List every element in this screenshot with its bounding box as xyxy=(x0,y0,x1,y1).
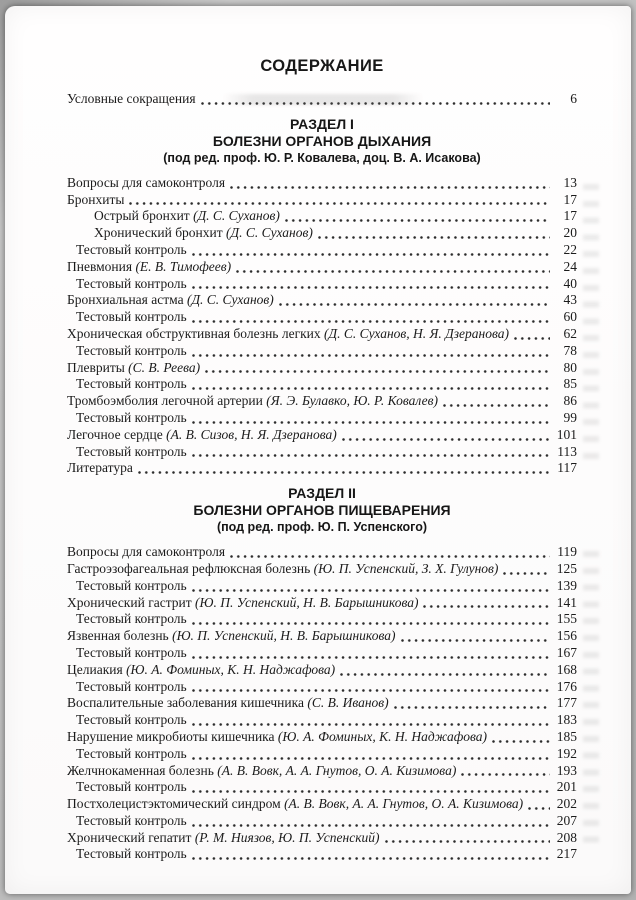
toc-entry xyxy=(67,746,577,763)
toc-entry-page: 17 xyxy=(563,191,577,207)
toc-entry-label: Воспалительные заболевания кишечника (С. В. Иванов) xyxy=(67,695,389,711)
toc-entry-label: Тестовый контроль xyxy=(76,275,187,291)
toc-entry-authors: (Я. Э. Булавко, Ю. Р. Ковалев) xyxy=(266,393,438,409)
toc-entry-page: 99 xyxy=(563,409,577,425)
toc-entry-page: 119 xyxy=(557,544,577,560)
toc-sections xyxy=(67,116,577,863)
dot-leader xyxy=(230,186,550,189)
dot-leader xyxy=(461,773,550,776)
toc-entry-page: 85 xyxy=(563,376,577,392)
dot-leader xyxy=(192,622,550,625)
toc-entry-page: 141 xyxy=(556,594,577,610)
toc-entry xyxy=(67,427,577,444)
toc-entry xyxy=(67,544,577,561)
toc-entry-page: 139 xyxy=(556,577,577,593)
toc-entry-label: Постхолецистэктомический синдром (А. В. Вовк, А. А. Гнутов, О. А. Кизимова) xyxy=(67,796,524,812)
toc-entry xyxy=(67,292,577,309)
toc-entry-label: Язвенная болезнь (Ю. П. Успенский, Н. В. Барышникова) xyxy=(67,628,396,644)
toc-entry-page: 207 xyxy=(556,812,577,828)
dot-leader xyxy=(129,202,550,205)
toc-entry-label: Тестовый контроль xyxy=(76,611,187,627)
toc-entry-label: Хронический гастрит (Ю. П. Успенский, Н. В. Барышникова) xyxy=(67,594,419,610)
toc-entry-page: 101 xyxy=(556,426,577,442)
toc-entry-page: 6 xyxy=(570,91,577,106)
toc-entry-page: 22 xyxy=(563,241,577,257)
dot-leader xyxy=(192,320,550,323)
toc-entry-page: 80 xyxy=(563,359,577,375)
dot-leader xyxy=(342,438,550,441)
toc-entry-authors: (А. В. Сизов, Н. Я. Дзеранова) xyxy=(166,426,337,442)
toc-entry xyxy=(67,578,577,595)
toc-entry-authors: (Ю. А. Фоминых, К. Н. Наджафова) xyxy=(126,661,336,677)
toc-entry-label: Пневмония (Е. В. Тимофеев) xyxy=(67,258,232,274)
page-title: СОДЕРЖАНИЕ xyxy=(260,57,384,75)
toc-entry-label: Тромбоэмболия легочной артерии (Я. Э. Булавко, Ю. Р. Ковалев) xyxy=(67,393,438,409)
toc-entry-page: 183 xyxy=(556,712,577,728)
dot-leader xyxy=(340,673,550,676)
dot-leader xyxy=(192,454,550,457)
bleedthrough-smudge xyxy=(583,184,599,469)
toc-entry-label: Тестовый контроль xyxy=(76,812,187,828)
dot-leader xyxy=(192,857,550,860)
toc-entry-page: 192 xyxy=(556,745,577,761)
toc-entry-label: Желчнокаменная болезнь (А. В. Вовк, А. А. Гнутов, О. А. Кизимова) xyxy=(67,762,457,778)
toc-entry xyxy=(67,763,577,780)
toc-entry-label: Хроническая обструктивная болезнь легких (Д. С. Суханов, Н. Я. Дзеранова) xyxy=(67,325,509,341)
toc-entry xyxy=(67,91,577,108)
toc-entry xyxy=(67,830,577,847)
toc-entry xyxy=(67,645,577,662)
toc-entry-page: 113 xyxy=(557,443,577,459)
toc-entry-authors: (Д. С. Суханов) xyxy=(193,208,280,224)
toc-entry xyxy=(67,192,577,209)
toc-entry-page: 13 xyxy=(563,174,577,190)
toc-entry xyxy=(67,846,577,863)
book-page xyxy=(5,6,631,894)
dot-leader xyxy=(201,102,550,105)
section-heading xyxy=(67,485,577,535)
toc-entry-label: Целиакия (Ю. А. Фоминых, К. Н. Наджафова) xyxy=(67,661,336,677)
toc-entry-authors: (А. В. Вовк, А. А. Гнутов, О. А. Кизимова) xyxy=(217,762,457,778)
dot-leader xyxy=(503,572,550,575)
toc-entry xyxy=(67,796,577,813)
toc-entry xyxy=(67,175,577,192)
toc-entry-authors: (С. В. Иванов) xyxy=(307,695,389,711)
dot-leader xyxy=(385,840,550,843)
toc-entry-label: Тестовый контроль xyxy=(76,241,187,257)
dot-leader xyxy=(192,723,550,726)
toc-entry-label: Тестовый контроль xyxy=(76,712,187,728)
toc-entry-page: 202 xyxy=(556,796,577,812)
toc-entry xyxy=(67,662,577,679)
dot-leader xyxy=(192,421,550,424)
toc-entry-page: 24 xyxy=(563,258,577,274)
toc-entry-label: Вопросы для самоконтроля xyxy=(67,174,226,190)
dot-leader xyxy=(279,303,550,306)
toc-entry xyxy=(67,276,577,293)
toc-entry xyxy=(67,376,577,393)
section-heading xyxy=(67,116,577,166)
toc-entry-page: 20 xyxy=(563,225,577,241)
toc-entry xyxy=(67,679,577,696)
dot-leader xyxy=(192,689,550,692)
dot-leader xyxy=(205,370,550,373)
dot-leader xyxy=(192,656,550,659)
toc-entry-page: 40 xyxy=(563,275,577,291)
toc-entry-page: 185 xyxy=(556,728,577,744)
toc-entry-label: Бронхиальная астма (Д. С. Суханов) xyxy=(67,292,274,308)
toc-entry-label: Хронический бронхит (Д. С. Суханов) xyxy=(94,225,313,241)
section-title: БОЛЕЗНИ ОРГАНОВ ПИЩЕВАРЕНИЯ xyxy=(193,502,451,519)
toc-entry-label: Условные сокращения xyxy=(67,91,196,106)
toc-entry-label: Бронхиты xyxy=(67,191,125,207)
toc-entry-label: Литература xyxy=(67,460,133,476)
toc-entry-label: Тестовый контроль xyxy=(76,644,187,660)
toc-entry-authors: (Р. М. Ниязов, Ю. П. Успенский) xyxy=(194,829,380,845)
toc-entry xyxy=(67,595,577,612)
toc-entry xyxy=(67,225,577,242)
toc-entry xyxy=(67,779,577,796)
section-title: БОЛЕЗНИ ОРГАНОВ ДЫХАНИЯ xyxy=(212,132,432,149)
toc-entry-page: 168 xyxy=(556,661,577,677)
toc-entry xyxy=(67,242,577,259)
section-label: РАЗДЕЛ I xyxy=(290,115,354,132)
toc-entry-page: 86 xyxy=(563,393,577,409)
dot-leader xyxy=(236,270,550,273)
section-editors: (под ред. проф. Ю. Р. Ковалева, доц. В. А. Исакова) xyxy=(163,150,481,165)
toc-entry-page: 167 xyxy=(556,644,577,660)
dot-leader xyxy=(285,219,550,222)
toc-entry-page: 177 xyxy=(556,695,577,711)
toc-entry-label: Тестовый контроль xyxy=(76,745,187,761)
toc-entry-authors: (Ю. П. Успенский, Н. В. Барышникова) xyxy=(172,628,396,644)
toc-entry-page: 176 xyxy=(556,678,577,694)
toc-entry-label: Вопросы для самоконтроля xyxy=(67,544,226,560)
toc-entry-authors: (Ю. П. Успенский, З. Х. Гулунов) xyxy=(313,560,499,576)
toc-entry xyxy=(67,393,577,410)
dot-leader xyxy=(443,404,550,407)
dot-leader xyxy=(401,639,550,642)
section-editors: (под ред. проф. Ю. П. Успенского) xyxy=(216,520,428,535)
toc-entry xyxy=(67,813,577,830)
bleedthrough-smudge xyxy=(583,551,599,851)
toc-entry-page: 201 xyxy=(556,779,577,795)
toc-entry-page: 208 xyxy=(556,829,577,845)
dot-leader xyxy=(192,790,550,793)
toc-entry-authors: (Д. С. Суханов) xyxy=(226,225,313,241)
toc-entry-page: 62 xyxy=(563,325,577,341)
dot-leader xyxy=(514,337,550,340)
dot-leader xyxy=(423,605,550,608)
toc-entry xyxy=(67,712,577,729)
toc-entry xyxy=(67,309,577,326)
toc-entry-label: Тестовый контроль xyxy=(76,846,187,862)
toc-entry-label: Тестовый контроль xyxy=(76,376,187,392)
toc-entry-label: Тестовый контроль xyxy=(76,678,187,694)
toc-entry xyxy=(67,326,577,343)
toc-entry-label: Тестовый контроль xyxy=(76,779,187,795)
toc-entry xyxy=(67,561,577,578)
toc-entry-label: Тестовый контроль xyxy=(76,309,187,325)
toc-entry xyxy=(67,695,577,712)
toc-entry-authors: (А. В. Вовк, А. А. Гнутов, О. А. Кизимова) xyxy=(284,796,524,812)
toc-entry-page: 193 xyxy=(556,762,577,778)
toc-entry-label: Плевриты (С. В. Реева) xyxy=(67,359,201,375)
toc-entry xyxy=(67,628,577,645)
toc-entry xyxy=(67,360,577,377)
toc-entry-page: 17 xyxy=(563,208,577,224)
dot-leader xyxy=(318,236,550,239)
front-matter-entries xyxy=(67,91,577,108)
toc-entry-label: Легочное сердце (А. В. Сизов, Н. Я. Дзеранова) xyxy=(67,426,337,442)
toc-entry-authors: (Е. В. Тимофеев) xyxy=(135,258,232,274)
toc-entry-label: Тестовый контроль xyxy=(76,443,187,459)
toc-entry-authors: (Ю. А. Фоминых, К. Н. Наджафова) xyxy=(277,728,487,744)
toc-entry-page: 117 xyxy=(557,460,577,476)
toc-entry-page: 156 xyxy=(556,628,577,644)
dot-leader xyxy=(192,286,550,289)
dot-leader xyxy=(492,740,550,743)
toc-entry xyxy=(67,343,577,360)
toc-entry xyxy=(67,208,577,225)
toc-entry-page: 155 xyxy=(556,611,577,627)
dot-leader xyxy=(230,555,550,558)
section-label: РАЗДЕЛ II xyxy=(288,485,356,502)
toc-entry-authors: (Д. С. Суханов) xyxy=(186,292,274,308)
dot-leader xyxy=(192,824,550,827)
toc-entry-label: Хронический гепатит (Р. М. Ниязов, Ю. П. Успенский) xyxy=(67,829,380,845)
dot-leader xyxy=(192,589,550,592)
toc-entry xyxy=(67,729,577,746)
toc-entry-label: Тестовый контроль xyxy=(76,409,187,425)
dot-leader xyxy=(192,354,550,357)
toc-entry xyxy=(67,410,577,427)
toc-entry-label: Тестовый контроль xyxy=(76,342,187,358)
dot-leader xyxy=(192,387,550,390)
toc-entry xyxy=(67,611,577,628)
toc-entry-label: Гастроэзофагеальная рефлюксная болезнь (Ю. П. Успенский, З. Х. Гулунов) xyxy=(67,560,499,576)
toc-entry-label: Острый бронхит (Д. С. Суханов) xyxy=(94,208,280,224)
toc-entry-page: 60 xyxy=(563,309,577,325)
toc-entry-label: Тестовый контроль xyxy=(76,577,187,593)
dot-leader xyxy=(192,757,550,760)
dot-leader xyxy=(192,253,550,256)
toc-entry xyxy=(67,460,577,477)
toc-entry xyxy=(67,444,577,461)
toc-entry xyxy=(67,259,577,276)
toc-entry-page: 78 xyxy=(563,342,577,358)
toc-entry-authors: (Д. С. Суханов, Н. Я. Дзеранова) xyxy=(324,325,509,341)
dot-leader xyxy=(394,706,550,709)
toc-entry-page: 43 xyxy=(563,292,577,308)
toc-entry-page: 125 xyxy=(556,560,577,576)
toc-entry-authors: (С. В. Реева) xyxy=(128,359,201,375)
toc-entry-page: 217 xyxy=(556,846,577,862)
toc-entry-authors: (Ю. П. Успенский, Н. В. Барышникова) xyxy=(195,594,419,610)
dot-leader xyxy=(528,807,550,810)
toc-entry-label: Нарушение микробиоты кишечника (Ю. А. Фоминых, К. Н. Наджафова) xyxy=(67,728,487,744)
dot-leader xyxy=(138,471,550,474)
